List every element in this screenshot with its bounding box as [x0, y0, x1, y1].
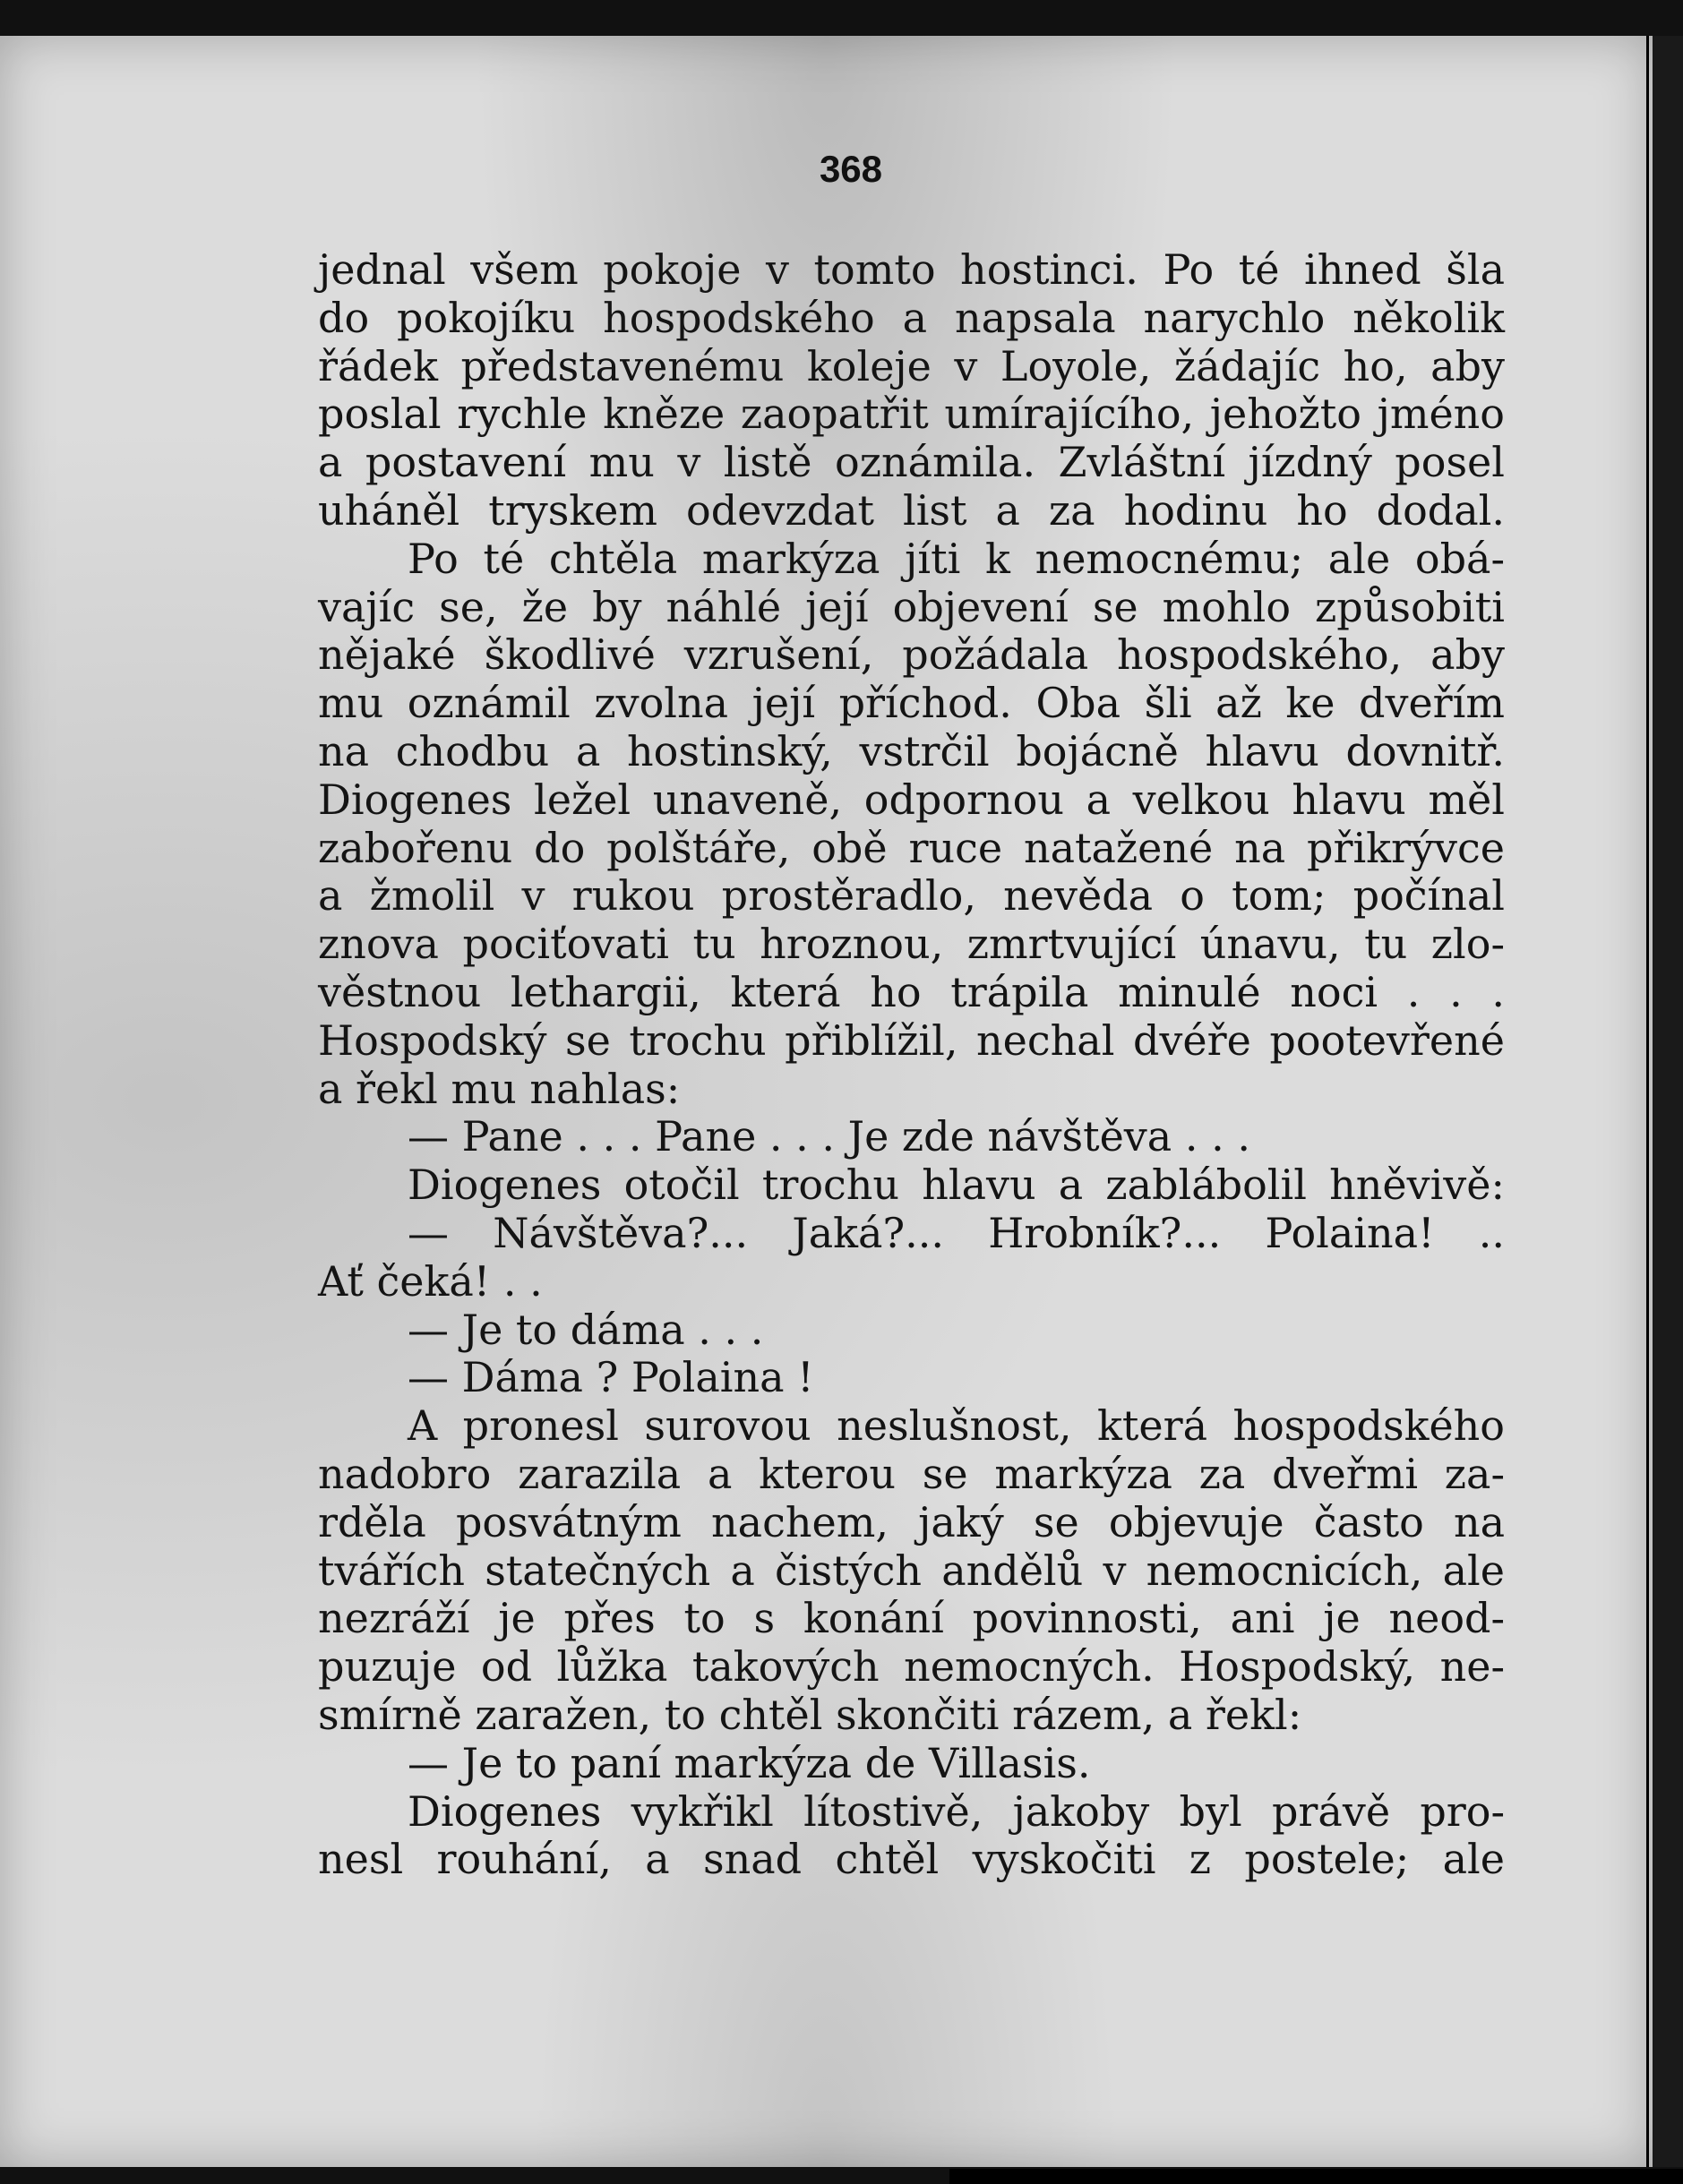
text-line: rděla posvátným nachem, jaký se objevuje často na — [318, 1497, 1505, 1546]
text-line: nezráží je přes to s konání povinnosti, ani je neod- — [318, 1594, 1505, 1643]
text-line: nějaké škodlivé vzrušení, požádala hospodského, aby — [318, 630, 1505, 680]
page-edge-shadow — [1646, 36, 1649, 2167]
text-line: — Dáma ? Polaina ! — [408, 1353, 814, 1402]
scan-border-right — [1653, 36, 1683, 2167]
text-line: puzuje od lůžka takových nemocných. Hospodský, ne- — [318, 1642, 1505, 1692]
text-line: mu oznámil zvolna její příchod. Oba šli až ke dveřím — [318, 679, 1505, 728]
text-line: a žmolil v rukou prostěradlo, nevěda o tom; počínal — [318, 871, 1505, 921]
text-line: do pokojíku hospodského a napsala narychlo několik — [318, 293, 1505, 342]
text-line: A pronesl surovou neslušnost, která hospodského — [408, 1401, 1505, 1451]
text-line: nadobro zarazila a kterou se markýza za dveřmi za- — [318, 1449, 1505, 1498]
text-line: uháněl tryskem odevzdat list a za hodinu ho dodal. — [318, 485, 1505, 535]
text-line: Po té chtěla markýza jíti k nemocnému; ale obá- — [408, 534, 1505, 583]
text-line: poslal rychle kněze zaopatřit umírajícího, jehožto jméno — [318, 390, 1505, 439]
text-line: — Návštěva?... Jaká?... Hrobník?... Polaina! .. — [408, 1208, 1505, 1257]
text-line: — Je to paní markýza de Villasis. — [408, 1738, 1091, 1787]
text-line: vajíc se, že by náhlé její objevení se mohlo způsobiti — [318, 582, 1505, 631]
text-line: Diogenes otočil trochu hlavu a zablábolil hněvivě: — [408, 1161, 1505, 1210]
text-line: a řekl mu nahlas: — [318, 1064, 681, 1113]
text-line: — Pane . . . Pane . . . Je zde návštěva . . . — [408, 1112, 1250, 1161]
body-text — [318, 246, 1505, 1884]
text-line: na chodbu a hostinský, vstrčil bojácně hlavu dovnitř. — [318, 726, 1505, 775]
text-line: jednal všem pokoje v tomto hostinci. Po té ihned šla — [318, 245, 1505, 294]
text-line: — Je to dáma . . . — [408, 1305, 764, 1354]
text-line: nesl rouhání, a snad chtěl vyskočiti z postele; ale — [318, 1835, 1505, 1884]
text-line: věstnou lethargii, která ho trápila minulé noci . . . — [318, 967, 1505, 1016]
text-line: Diogenes vykřikl lítostivě, jakoby byl právě pro- — [408, 1786, 1505, 1836]
scan-border-bottom — [949, 2169, 1683, 2184]
text-line: řádek představenému koleje v Loyole, žádajíc ho, aby — [318, 341, 1505, 390]
text-line: a postavení mu v listě oznámila. Zvláštní jízdný posel — [318, 438, 1505, 487]
text-line: Hospodský se trochu přiblížil, nechal dvéře pootevřené — [318, 1015, 1505, 1065]
text-line: znova pociťovati tu hroznou, zmrtvující únavu, tu zlo- — [318, 920, 1505, 969]
text-line: zabořenu do polštáře, obě ruce natažené na přikrývce — [318, 823, 1505, 872]
text-line: tvářích statečných a čistých andělů v nemocnicích, ale — [318, 1546, 1505, 1595]
text-line: smírně zaražen, to chtěl skončiti rázem, a řekl: — [318, 1690, 1302, 1739]
text-line: Ať čeká! . . — [318, 1256, 543, 1306]
text-line: Diogenes ležel unaveně, odpornou a velkou hlavu měl — [318, 775, 1505, 824]
page-number: 368 — [819, 148, 883, 190]
